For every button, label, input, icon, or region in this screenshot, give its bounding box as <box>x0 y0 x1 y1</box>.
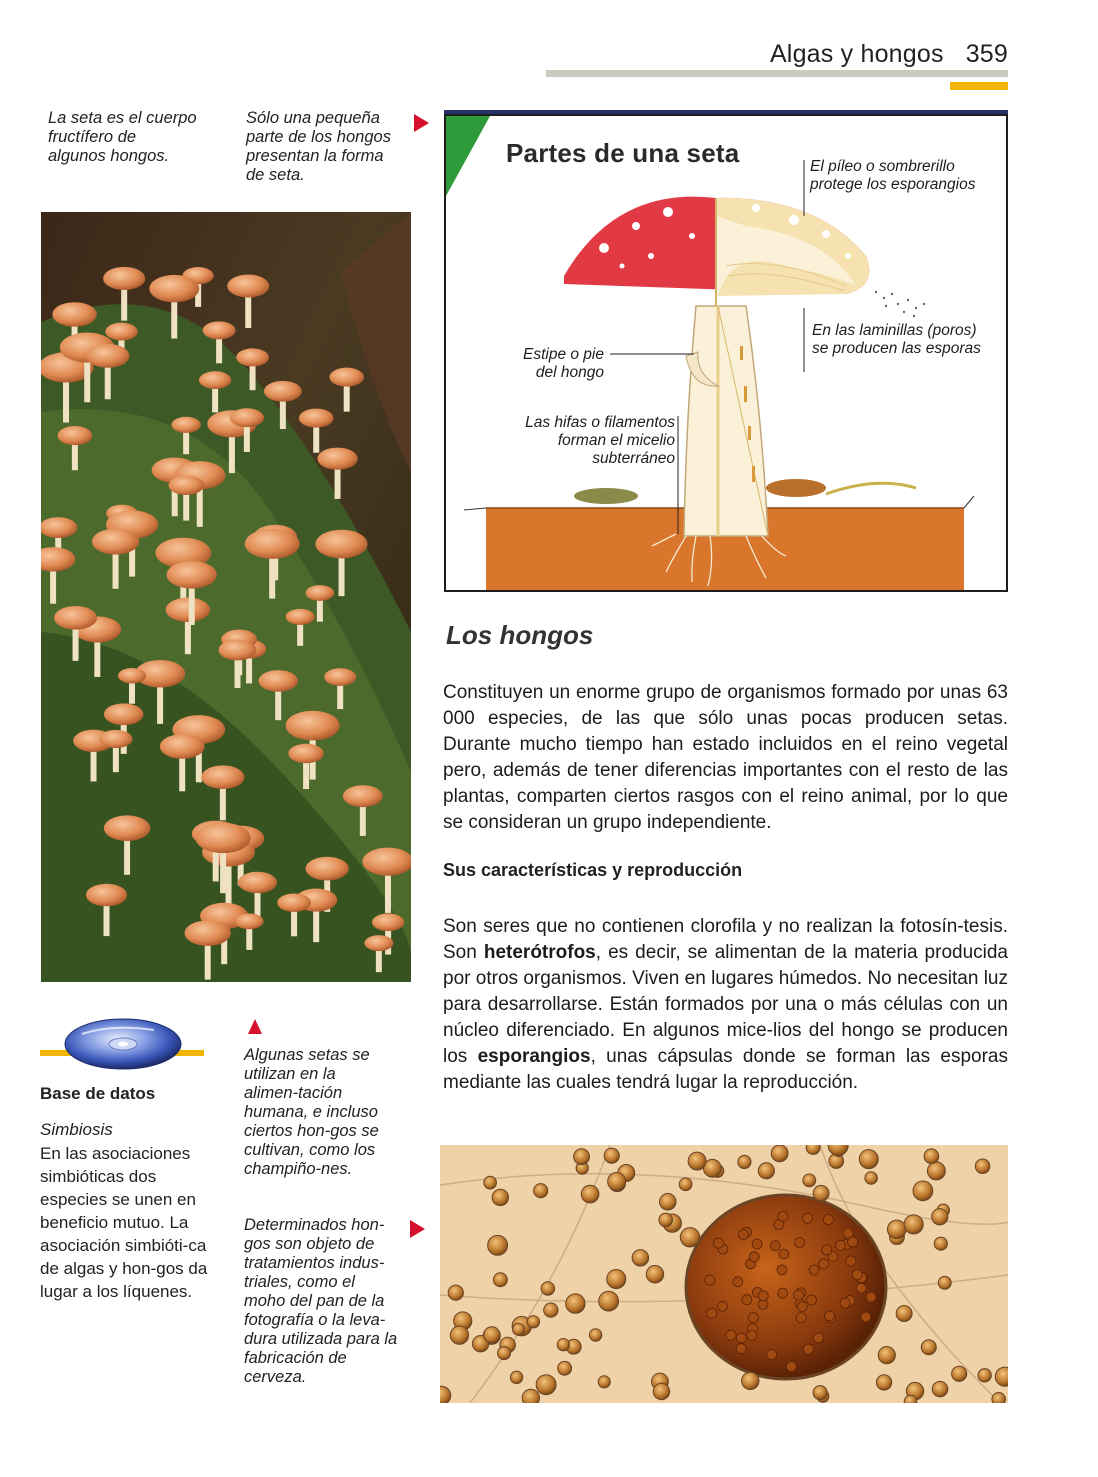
label-laminillas: En las laminillas (poros) se producen las esporas <box>812 322 981 357</box>
header-accent-bar <box>950 82 1008 90</box>
database-text: En las asociaciones simbióticas dos especies se unen en beneficio mutuo. La asociación simbióti-ca de algas y hon-gos da lugar a los líquenes. <box>40 1144 208 1301</box>
label-estipe: Estipe o pie del hongo <box>523 346 604 381</box>
paragraph-caracteristicas <box>443 914 1008 1096</box>
caption-industriales: Determinados hon-gos son objeto de tratamientos indus-triales, como el moho del pan de la fotografía o la leva-dura utilizada para la fabricación de cerveza. <box>244 1216 398 1386</box>
caption-pequena-parte: Sólo una pequeña parte de los hongos presentan la forma de seta. <box>246 109 391 184</box>
photo-micrograph-moho <box>440 1145 1008 1403</box>
p2-text-a: Son seres que no contienen clorofila y no realizan la fotosín-tesis. Son <box>443 916 1008 963</box>
red-arrow-marker-icon-2 <box>410 1220 425 1238</box>
diagram-title: Partes de una seta <box>506 138 740 168</box>
header-rule <box>546 70 1008 77</box>
photo-mushrooms <box>41 212 411 982</box>
micrograph-graphic <box>440 1145 1008 1403</box>
label-pileo: El píleo o sombrerillo protege los esporangios <box>810 158 976 193</box>
red-up-arrow-marker-icon <box>248 1019 262 1034</box>
paragraph-intro: Constituyen un enorme grupo de organismos formado por unas 63 000 especies, de las que sólo unas pocas producen setas. Durante mucho tiempo han estado incluidos en el reino vegetal pero, además de tener diferencias importantes con el resto de las plantas, comparten ciertos rasgos con el reino animal, por lo que se consideran un grupo independiente. <box>443 682 1008 833</box>
section-heading: Los hongos <box>446 620 594 650</box>
cd-rom-icon <box>62 1016 184 1077</box>
label-hifas: Las hifas o filamentos forman el micelio subterráneo <box>525 414 675 467</box>
caption-alimentacion: Algunas setas se utilizan en la alimen-tación humana, e incluso ciertos hon-gos se cultivan, como los champiño-nes. <box>244 1046 379 1178</box>
running-head <box>770 40 1008 69</box>
term-heterotrofos: heterótrofos <box>483 942 596 963</box>
database-term: Simbiosis <box>40 1120 113 1139</box>
subheading-caracteristicas: Sus características y reproducción <box>443 860 743 880</box>
term-esporangios: esporangios <box>477 1046 591 1067</box>
p2-text-c: , unas cápsulas donde se forman las esporas mediante las cuales tendrá lugar la reproducción. <box>443 1046 1008 1093</box>
red-arrow-marker-icon <box>414 114 429 132</box>
mushroom-photo-graphic <box>41 212 411 982</box>
p2-text-b: , es decir, se alimentan de la materia producida por otros organismos. Viven en lugares húmedos. No necesitan luz para desarrollarse. Están formados por una o más células con un núcleo diferenciado. En algunos mice-lios del hongo se producen los <box>443 942 1009 1067</box>
chapter-title: Algas y hongos <box>769 40 944 68</box>
database-title: Base de datos <box>40 1084 156 1103</box>
caption-seta-cuerpo: La seta es el cuerpo fructífero de algunos hongos. <box>48 109 197 165</box>
page-number: 359 <box>965 40 1008 68</box>
